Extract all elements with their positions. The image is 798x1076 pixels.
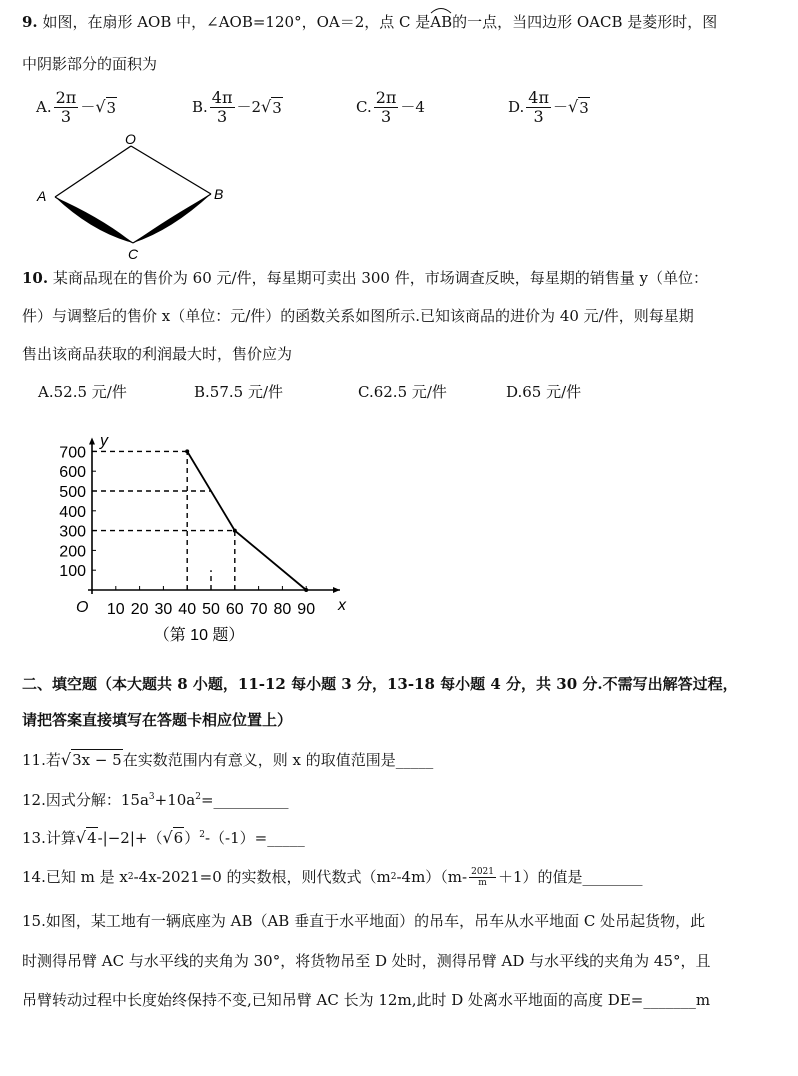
q10-line2: 件）与调整后的售价 x（单位：元/件）的函数关系如图所示.已知该商品的进价为 40 元/件，则每星期 [22,307,694,325]
q9-text-1: 如图，在扇形 AOB 中，∠AOB=120°，OA＝2，点 C 是 [42,13,431,31]
y-axis-arrow [89,438,95,445]
x-tick-label-10: 10 [106,601,125,618]
q9-segment-BC [133,194,211,243]
x-tick-label-50: 50 [202,601,220,618]
q10-option-d: D.65 元/件 [506,383,582,401]
x-tick-label-60: 60 [225,601,244,618]
q10-chart [40,422,380,652]
series-point-60 [233,529,237,533]
series-line-0 [187,451,306,590]
q9-label-B: B [214,186,224,202]
series-point-90 [304,588,308,592]
y-axis-label: y [100,432,108,450]
q9-line2: 中阴影部分的面积为 [22,55,158,73]
x-tick-label-40: 40 [178,601,197,618]
q9-segment-AC [55,197,133,243]
chart-caption: （第 10 题） [153,627,245,644]
y-tick-label-500: 500 [59,484,86,501]
q9-sector-figure [30,130,240,262]
q9-option-a: A. $\frac{2\pi}{3}$ － √ 3 [36,87,117,126]
q9-option-d: D. $\frac{4\pi}{3}$ － √ 3 [508,87,589,126]
q10-option-b: B.57.5 元/件 [194,383,284,401]
q9-label-C: C [128,246,139,262]
y-tick-label-300: 300 [59,523,86,541]
q9-arc-label: AB [430,12,452,32]
q9-segment-OA [55,146,131,197]
y-tick-label-200: 200 [59,543,86,561]
q10-line1 [22,268,708,288]
section2-line1: 二、填空题（本大题共 8 小题，11-12 每小题 3 分，13-18 每小题 4 分，共 30 分.不需写出解答过程， [22,675,738,693]
x-tick-label-70: 70 [249,601,268,618]
x-axis-arrow [333,587,340,593]
q9-option-c: C. $\frac{2\pi}{3}$ －4 [356,87,425,126]
q10-number: 10. [22,269,49,287]
x-axis-label: x [338,597,346,614]
q10-text-1: 某商品现在的售价为 60 元/件，每星期可卖出 300 件，市场调查反映，每星期的销售量 y（单位： [52,269,708,287]
q13-line: 13.计算$√4-|-2|+(√6)^2-(-1)=\_\_\_\_\_$ [22,828,305,847]
q9-label-A: A [37,188,47,204]
q10-option-a: A.52.5 元/件 [38,383,127,401]
q10-line3: 售出该商品获取的利润最大时，售价应为 [22,345,293,363]
x-tick-label-20: 20 [130,601,149,618]
x-tick-label-90: 90 [297,601,316,618]
y-tick-label-100: 100 [59,563,86,581]
x-tick-label-80: 80 [273,601,292,618]
q9-number: 9. [22,13,38,31]
q15-line3: 吊臂转动过程中长度始终保持不变,已知吊臂 AC 长为 12m,此时 D 处离水平地面的高度 DE=_______m [22,991,711,1009]
y-tick-label-400: 400 [59,503,86,521]
q15-line1: 15.如图，某工地有一辆底座为 AB（AB 垂直于水平地面）的吊车，吊车从水平地面 C 处吊起货物，此 [22,912,706,930]
y-tick-label-700: 700 [59,444,86,462]
q11-line: 11.若√3x − 5在实数范围内有意义，则 x 的取值范围是_____ [22,750,434,769]
origin-label: O [76,599,89,616]
series-point-40 [185,449,189,453]
q14-line: 14.已知 m 是 x 2 -4x-2021=0 的实数根，则代数式（m 2 -4m）（m- $\frac{2021}{m}$ ＋1）的值是________ [22,866,643,888]
q9-option-b: B. $\frac{4\pi}{3}$ －2 √ 3 [192,87,282,126]
q10-option-c: C.62.5 元/件 [358,383,447,401]
q9-text-1b: 的一点，当四边形 OACB 是菱形时，图 [452,13,718,31]
q9-line1 [22,12,717,32]
q15-line2: 时测得吊臂 AC 与水平线的夹角为 30°，将货物吊至 D 处时，测得吊臂 AD 与水平线的夹角为 45°，且 [22,952,711,970]
q12-line: 12.因式分解：$15a^3+10a^2=\_\_\_\_\_\_\_\_\_\_$ [22,791,289,809]
x-tick-label-30: 30 [154,601,173,618]
q9-label-O: O [125,131,136,147]
y-tick-label-600: 600 [59,464,86,482]
section2-line2: 请把答案直接填写在答题卡相应位置上） [22,711,293,729]
q9-segment-OB [131,146,211,194]
